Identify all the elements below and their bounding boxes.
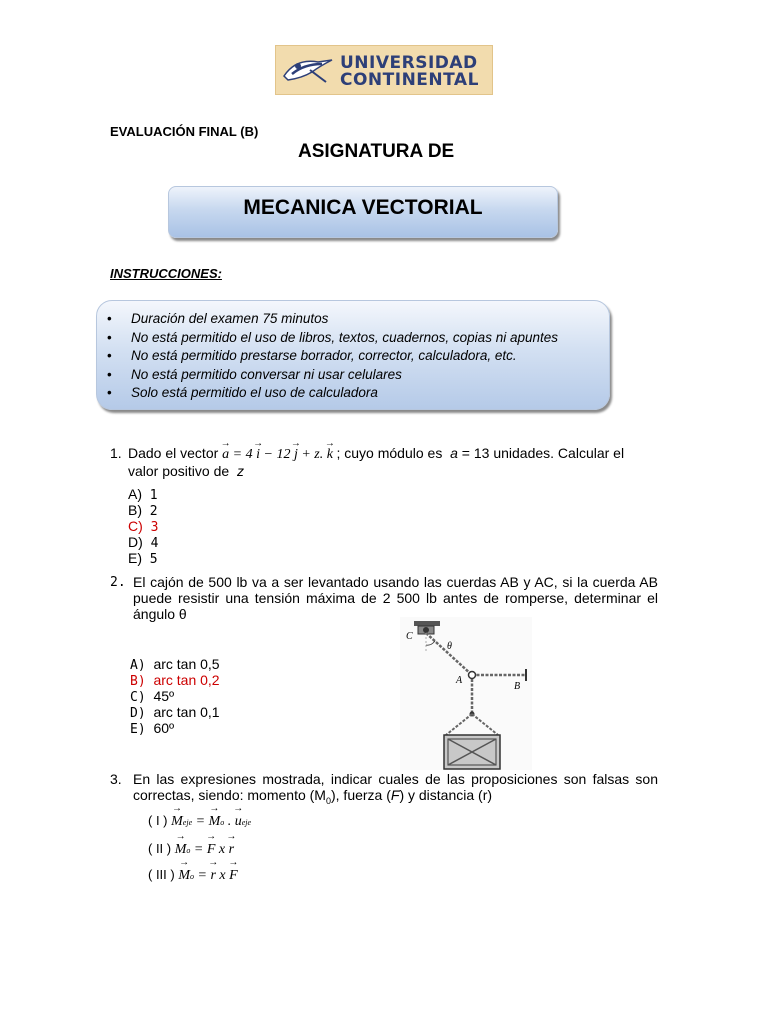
q2-options (130, 656, 220, 736)
option-letter: C) (128, 518, 143, 534)
q1-var-z: z (236, 463, 244, 479)
formula-lhs: → M (171, 814, 183, 830)
formula-lhs: → M (175, 842, 187, 858)
formula-term1: → M (209, 814, 221, 830)
q3-line2-start: correctas, siendo: momento (M (133, 787, 326, 803)
q1-number: 1. (110, 445, 122, 461)
instructions-heading: INSTRUCCIONES: (110, 266, 222, 281)
option-letter: E) (128, 550, 142, 566)
pulley-icon (423, 627, 429, 633)
q1-line2 (128, 463, 244, 479)
q1-text-mid: ; cuyo módulo es (336, 445, 443, 461)
q2-line2: puede resistir una tensión máxima de 2 500 lb antes de romperse, determinar el (133, 590, 658, 606)
formula-lhs-sub: o (186, 846, 191, 855)
formula-op: x (215, 868, 230, 883)
formula-term1: → F (207, 842, 216, 858)
logo-text-line1: UNIVERSIDAD (340, 53, 478, 73)
q3-line1: En las expresiones mostrada, indicar cuales de las proposiciones son falsas son (133, 771, 658, 787)
crate-diagram (400, 617, 532, 770)
q1-option-a[interactable] (128, 486, 158, 502)
option-value: 45º (153, 688, 175, 704)
q1-option-b[interactable] (128, 502, 158, 518)
option-value: arc tan 0,5 (153, 656, 220, 672)
vector-j: → j (294, 447, 298, 463)
option-value: arc tan 0,1 (153, 704, 220, 720)
option-letter: E) (130, 722, 146, 737)
formula-ii (148, 841, 234, 858)
formula-i (148, 813, 251, 830)
option-value: 3 (150, 520, 159, 535)
option-value: 5 (149, 552, 158, 567)
q1-text-line2: valor positivo de (128, 463, 230, 479)
q1-option-e[interactable] (128, 550, 158, 566)
ring-a-icon (469, 672, 476, 679)
q1-text-mod: = 13 unidades. Calcular el (461, 445, 625, 461)
subject-label: ASIGNATURA DE (298, 141, 455, 162)
subject-banner (168, 186, 558, 238)
vector-i: → i (256, 447, 260, 463)
ceiling-mount (414, 621, 440, 626)
formula-lhs: → M (178, 868, 190, 884)
instruction-item: • Duración del examen 75 minutos (107, 310, 558, 329)
option-letter: A) (130, 658, 146, 673)
q1-text-start: Dado el vector (128, 445, 219, 461)
option-value: 4 (150, 536, 159, 551)
q3-line2-f: F (390, 787, 400, 803)
rope-ac (426, 633, 472, 675)
formula-term2: → r (229, 842, 234, 858)
q2-option-c[interactable] (130, 688, 220, 704)
sling-right (472, 714, 498, 735)
instruction-item: • No está permitido conversar ni usar celulares (107, 366, 558, 385)
formula-eq: = (190, 842, 207, 857)
formula-label: ( I ) (148, 813, 168, 828)
eq-part: + z. (297, 447, 327, 462)
q1-option-c-correct[interactable] (128, 518, 158, 534)
option-value: 60º (153, 720, 175, 736)
crate-pulley-figure (400, 617, 532, 770)
q2-option-b-correct[interactable] (130, 672, 220, 688)
instruction-item: • Solo está permitido el uso de calculadora (107, 384, 558, 403)
q1-option-d[interactable] (128, 534, 158, 550)
instruction-item: • No está permitido el uso de libros, textos, cuadernos, copias ni apuntes (107, 329, 558, 348)
formula-lhs-sub: eje (182, 818, 193, 827)
formula-term2: → F (229, 868, 238, 884)
q1-mod-var: a (450, 445, 458, 461)
label-theta: θ (447, 641, 452, 652)
q1-equation (222, 447, 336, 462)
q2-option-e[interactable] (130, 720, 220, 736)
instructions-box (96, 300, 610, 410)
q1-line1 (128, 445, 624, 463)
q1-options (128, 486, 158, 566)
option-letter: A) (128, 486, 142, 502)
q3-line2-end: ) y distancia (r) (399, 787, 493, 803)
formula-term2-sub: eje (241, 818, 252, 827)
eq-part: − 12 (260, 447, 294, 462)
option-letter: D) (130, 706, 146, 721)
option-value: 2 (149, 504, 158, 519)
formula-label: ( II ) (148, 841, 172, 856)
instructions-list (107, 310, 558, 403)
option-letter: B) (130, 674, 146, 689)
formula-op: . (224, 814, 235, 829)
label-b: B (514, 681, 521, 692)
logo-emblem-icon (282, 54, 336, 88)
option-letter: D) (128, 534, 143, 550)
option-value: arc tan 0,2 (153, 672, 220, 688)
q2-line3: ángulo θ (133, 606, 187, 622)
logo-text-line2: CONTINENTAL (340, 70, 479, 90)
formula-label: ( III ) (148, 867, 175, 882)
q2-text (133, 574, 658, 622)
formula-iii (148, 867, 238, 884)
vector-k: → k (327, 447, 333, 463)
exam-label: EVALUACIÓN FINAL (B) (110, 124, 259, 139)
option-letter: C) (130, 690, 146, 705)
q2-option-d[interactable] (130, 704, 220, 720)
q2-option-a[interactable] (130, 656, 220, 672)
q2-line1: El cajón de 500 lb va a ser levantado usando las cuerdas AB y AC, si la cuerda AB (133, 574, 658, 590)
university-logo (275, 45, 493, 95)
q3-number: 3. (110, 771, 122, 787)
formula-lhs-sub: o (190, 872, 195, 881)
formula-op: x (215, 842, 229, 857)
formula-term2: → u (235, 814, 242, 830)
formula-eq: = (192, 814, 209, 829)
q2-number: 2. (110, 575, 126, 590)
sling-left (446, 714, 472, 735)
option-letter: B) (128, 502, 142, 518)
q3-line2-mid: ), fuerza ( (330, 787, 391, 803)
subject-title: MECANICA VECTORIAL (243, 196, 483, 219)
option-value: 1 (149, 488, 158, 503)
q3-line2-sub: 0 (325, 795, 331, 806)
instruction-item: • No está permitido prestarse borrador, corrector, calculadora, etc. (107, 347, 558, 366)
formula-term1: → r (210, 868, 215, 884)
vector-a: → a (222, 447, 229, 463)
eq-part: = 4 (229, 447, 257, 462)
label-a: A (456, 675, 463, 686)
formula-eq: = (194, 868, 211, 883)
label-c: C (406, 631, 413, 642)
formula-term1-sub: o (220, 818, 225, 827)
